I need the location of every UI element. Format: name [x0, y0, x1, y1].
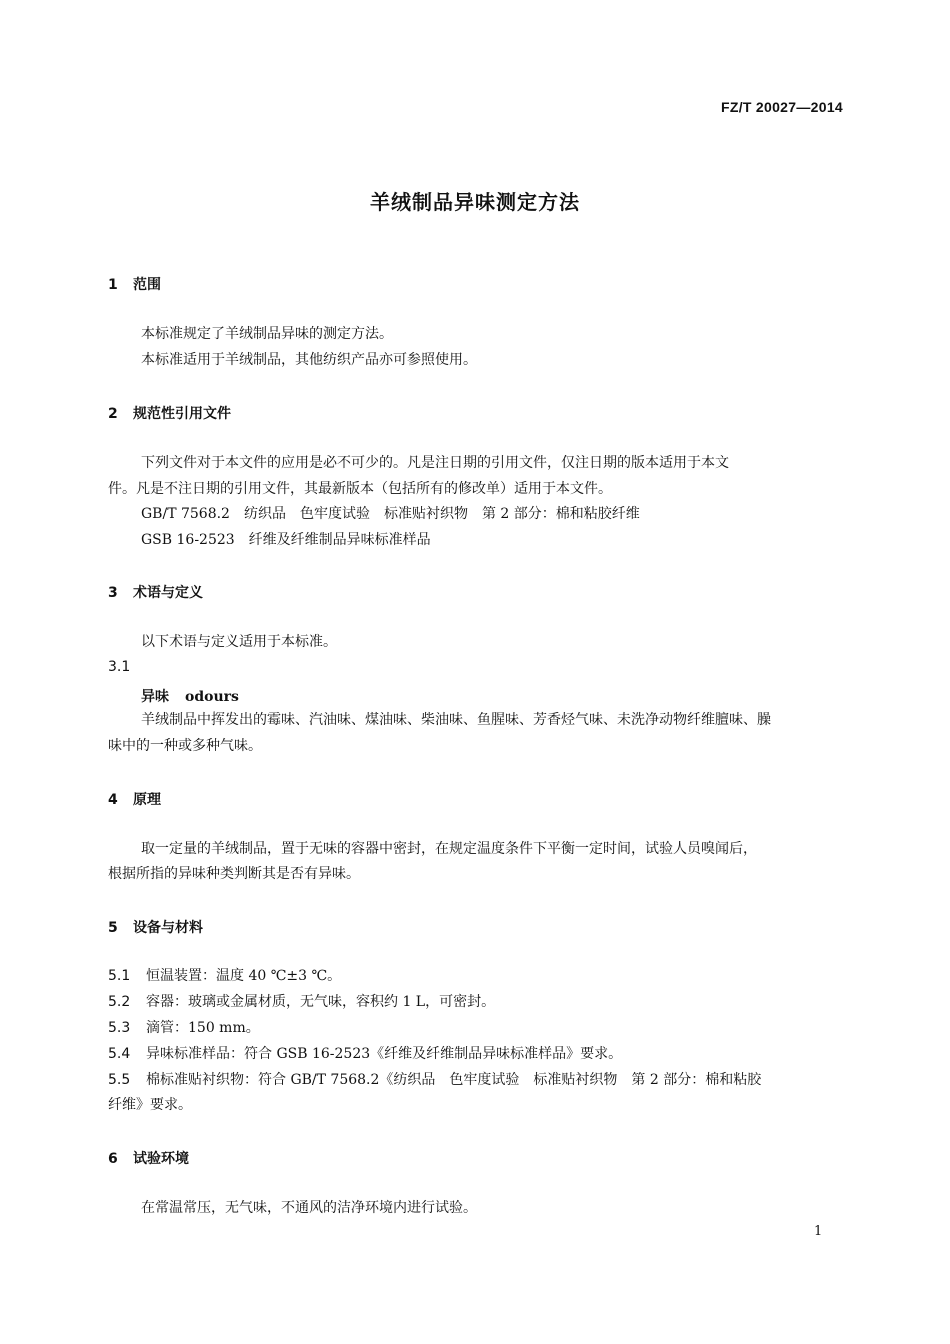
- equipment-item: [108, 1067, 843, 1093]
- clause-number: 5.3: [108, 1020, 131, 1036]
- term-number: 3.1: [108, 659, 131, 675]
- normative-reference: GSB 16-2523 纤维及纤维制品异味标准样品: [141, 532, 431, 548]
- page-number: 1: [814, 1224, 823, 1239]
- section-number: 5: [108, 920, 118, 936]
- equipment-item: [108, 1015, 843, 1041]
- paragraph: 本标准规定了羊绒制品异味的测定方法。: [141, 326, 393, 342]
- clause-number: 5.2: [108, 994, 131, 1010]
- clause-text: 容器：玻璃或金属材质，无气味，容积约 1 L，可密封。: [146, 994, 496, 1010]
- clause-number: 5.4: [108, 1046, 131, 1062]
- clause-number: 5.5: [108, 1072, 131, 1088]
- section-number: 1: [108, 277, 118, 293]
- section-title: 规范性引用文件: [133, 406, 231, 422]
- standard-code: FZ/T 20027—2014: [720, 99, 843, 115]
- equipment-item: [108, 963, 843, 989]
- section-title: 试验环境: [133, 1151, 189, 1167]
- clause-number: 5.1: [108, 968, 131, 984]
- section-heading-6: [108, 1148, 189, 1168]
- section-number: 3: [108, 585, 118, 601]
- equipment-item: [108, 1041, 843, 1067]
- section-number: 4: [108, 792, 118, 808]
- paragraph: 取一定量的羊绒制品，置于无味的容器中密封，在规定温度条件下平衡一定时间，试验人员嗅闻后，: [141, 841, 757, 857]
- clause-text: 恒温装置：温度 40 ℃±3 ℃。: [146, 968, 342, 984]
- section-heading-1: [108, 274, 161, 294]
- section-heading-3: [108, 582, 203, 602]
- section-heading-4: [108, 789, 161, 809]
- term-entry: [141, 686, 239, 706]
- section-heading-5: [108, 917, 203, 937]
- paragraph: 件。凡是不注日期的引用文件，其最新版本（包括所有的修改单）适用于本文件。: [108, 481, 612, 497]
- paragraph: 以下术语与定义适用于本标准。: [141, 634, 337, 650]
- section-heading-2: [108, 403, 231, 423]
- section-title: 设备与材料: [133, 920, 203, 936]
- paragraph: 下列文件对于本文件的应用是必不可少的。凡是注日期的引用文件，仅注日期的版本适用于本文: [141, 455, 729, 471]
- equipment-item: [108, 989, 843, 1015]
- clause-text: 滴管：150 mm。: [146, 1020, 260, 1036]
- term-english: odours: [185, 689, 239, 705]
- clause-text: 异味标准样品：符合 GSB 16-2523《纤维及纤维制品异味标准样品》要求。: [146, 1046, 623, 1062]
- paragraph: 在常温常压，无气味，不通风的洁净环境内进行试验。: [141, 1200, 477, 1216]
- normative-reference: GB/T 7568.2 纺织品 色牢度试验 标准贴衬织物 第 2 部分：棉和粘胶纤维: [141, 506, 640, 522]
- document-title: 羊绒制品异味测定方法: [370, 190, 580, 214]
- term-definition: 味中的一种或多种气味。: [108, 738, 262, 754]
- paragraph: 根据所指的异味种类判断其是否有异味。: [108, 866, 360, 882]
- section-title: 原理: [133, 792, 161, 808]
- section-title: 范围: [133, 277, 161, 293]
- section-number: 6: [108, 1151, 118, 1167]
- paragraph: 本标准适用于羊绒制品，其他纺织产品亦可参照使用。: [141, 352, 477, 368]
- section-number: 2: [108, 406, 118, 422]
- term-chinese: 异味: [141, 689, 169, 705]
- clause-continuation: 纤维》要求。: [108, 1097, 192, 1113]
- term-definition: 羊绒制品中挥发出的霉味、汽油味、煤油味、柴油味、鱼腥味、芳香烃气味、未洗净动物纤维膻味、臊: [141, 712, 771, 728]
- section-title: 术语与定义: [133, 585, 203, 601]
- clause-text: 棉标准贴衬织物：符合 GB/T 7568.2《纺织品 色牢度试验 标准贴衬织物 第 2 部分：棉和粘胶: [146, 1072, 762, 1088]
